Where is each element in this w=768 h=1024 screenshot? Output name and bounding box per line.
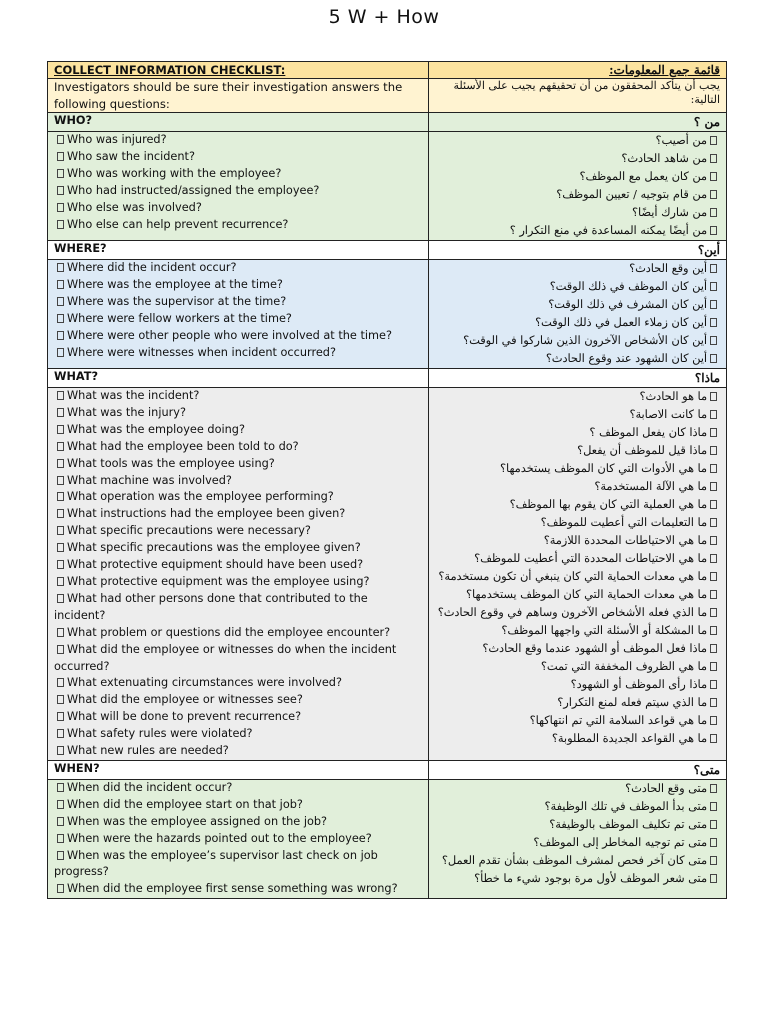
checklist-item-text: أين كان المشرف في ذلك الوقت؟ xyxy=(548,298,707,311)
section-heading-ar: من ؟ xyxy=(429,113,727,132)
checklist-item xyxy=(435,604,720,622)
checklist-item-text: ما المشكلة أو الأسئلة التي واجهها الموظف؟ xyxy=(501,624,707,637)
checklist-item-text: What extenuating circumstances were involved? xyxy=(67,676,342,690)
checklist-item-text: أين كان الموظف في ذلك الوقت؟ xyxy=(549,280,707,293)
checklist-item-text: ما هي معدات الحماية التي كان الموظف يستخدمها؟ xyxy=(466,588,707,601)
checklist-item xyxy=(54,439,422,456)
checklist-item-text: Where was the employee at the time? xyxy=(67,277,283,291)
checklist-item xyxy=(54,217,422,234)
checkbox-icon xyxy=(57,263,64,272)
checklist-title-ar: قائمة جمع المعلومات: xyxy=(429,62,727,79)
checklist-item xyxy=(54,328,422,345)
checklist-item-text: من كان يعمل مع الموظف؟ xyxy=(579,170,707,183)
checklist-item-text: What did the employee or witnesses see? xyxy=(67,693,303,707)
checklist-item xyxy=(54,506,422,523)
checklist-item-text: What safety rules were violated? xyxy=(67,727,253,741)
checklist-item xyxy=(54,797,422,814)
checkbox-icon xyxy=(710,820,717,829)
items-ar xyxy=(429,132,727,241)
items-en xyxy=(48,779,429,898)
checklist-item xyxy=(435,150,720,168)
checklist-item-text: What tools was the employee using? xyxy=(67,456,275,470)
checklist-header-row xyxy=(48,62,727,79)
checklist-item-text: What operation was the employee performing? xyxy=(67,490,334,504)
checkbox-icon xyxy=(57,577,64,586)
section-who xyxy=(48,113,727,241)
checklist-item-text: متى شعر الموظف لأول مرة بوجود شيء ما خطأ؟ xyxy=(474,871,707,885)
section-where xyxy=(48,241,727,369)
checkbox-icon xyxy=(57,594,64,603)
checkbox-icon xyxy=(57,645,64,654)
checklist-item-text: ماذا رأى الموظف أو الشهود؟ xyxy=(570,678,707,691)
checkbox-icon xyxy=(57,884,64,893)
checkbox-icon xyxy=(710,716,717,725)
section-items-row xyxy=(48,260,727,369)
checklist-item xyxy=(54,200,422,217)
checklist-item-text: متى تم توجيه المخاطر إلى الموظف؟ xyxy=(533,835,707,849)
checkbox-icon xyxy=(57,280,64,289)
checkbox-icon xyxy=(710,680,717,689)
checkbox-icon xyxy=(710,226,717,235)
checklist-item-text: ماذا قيل للموظف أن يفعل؟ xyxy=(577,444,707,457)
checklist-item xyxy=(54,814,422,831)
section-heading-ar: أين؟ xyxy=(429,241,727,260)
checkbox-icon xyxy=(710,300,717,309)
checklist-item-text: ما هي العملية التي كان يقوم بها الموظف؟ xyxy=(509,498,707,511)
checklist-item-text: متى وقع الحادث؟ xyxy=(625,781,707,795)
checkbox-icon xyxy=(710,874,717,883)
checklist-item-text: Where did the incident occur? xyxy=(67,261,237,274)
checklist-item xyxy=(54,780,422,797)
checkbox-icon xyxy=(57,678,64,687)
checklist-item-text: أين كان الشهود عند وقوع الحادث؟ xyxy=(545,352,707,365)
checklist-item xyxy=(435,870,720,888)
checklist-item xyxy=(54,726,422,743)
checklist-item xyxy=(54,591,422,625)
checkbox-icon xyxy=(57,834,64,843)
items-en xyxy=(48,388,429,761)
checklist-item-text: من قام بتوجيه / تعيين الموظف؟ xyxy=(556,188,707,201)
checklist-item xyxy=(54,422,422,439)
checklist-item xyxy=(54,692,422,709)
checkbox-icon xyxy=(710,536,717,545)
checklist-item xyxy=(54,675,422,692)
checkbox-icon xyxy=(710,410,717,419)
checklist-item-text: What machine was involved? xyxy=(67,473,232,487)
checklist-item xyxy=(54,311,422,328)
checkbox-icon xyxy=(57,509,64,518)
section-heading-en: WHO? xyxy=(48,113,429,132)
checklist-item-text: What specific precautions was the employee given? xyxy=(67,541,361,555)
checklist-item xyxy=(435,186,720,204)
checkbox-icon xyxy=(57,851,64,860)
checklist-item xyxy=(435,730,720,748)
section-heading-row xyxy=(48,241,727,260)
checklist-item xyxy=(435,532,720,550)
checklist-item-text: ما هي الاحتياطات المحددة اللازمة؟ xyxy=(543,534,707,547)
checklist-item xyxy=(435,816,720,834)
checklist-item xyxy=(435,478,720,496)
checklist-item xyxy=(54,540,422,557)
items-ar xyxy=(429,260,727,369)
items-ar xyxy=(429,779,727,898)
checklist-item xyxy=(54,388,422,405)
items-en xyxy=(48,260,429,369)
checklist-item-text: Who else can help prevent recurrence? xyxy=(67,217,289,231)
section-what xyxy=(48,369,727,761)
checklist-item xyxy=(435,296,720,314)
checklist-item-text: ما هي الظروف المخففة التي تمت؟ xyxy=(540,660,707,673)
checkbox-icon xyxy=(710,856,717,865)
checklist-item xyxy=(54,345,422,362)
checkbox-icon xyxy=(57,314,64,323)
checklist-item xyxy=(435,314,720,332)
checklist-item-text: ما التعليمات التي أعطيت للموظف؟ xyxy=(540,516,707,529)
checklist-item xyxy=(435,834,720,852)
checklist-item xyxy=(435,278,720,296)
checklist-item-text: What protective equipment should have been used? xyxy=(67,558,364,572)
checklist-item-text: What problem or questions did the employee encounter? xyxy=(67,625,391,639)
section-when xyxy=(48,760,727,898)
checklist-item-text: What instructions had the employee been given? xyxy=(67,507,346,521)
checklist-item-text: ماذا فعل الموظف أو الشهود عندما وقع الحادث؟ xyxy=(482,642,707,655)
checkbox-icon xyxy=(57,186,64,195)
checklist-item-text: أين كان زملاء العمل في ذلك الوقت؟ xyxy=(535,316,707,329)
checklist-item-text: من أصيب؟ xyxy=(655,134,707,147)
checklist-table xyxy=(47,61,727,899)
checkbox-icon xyxy=(57,712,64,721)
checkbox-icon xyxy=(710,482,717,491)
checkbox-icon xyxy=(710,136,717,145)
checklist-item xyxy=(435,694,720,712)
checkbox-icon xyxy=(57,560,64,569)
checklist-item xyxy=(435,852,720,870)
checklist-item xyxy=(54,473,422,490)
checklist-item xyxy=(435,586,720,604)
checklist-title-en: COLLECT INFORMATION CHECKLIST: xyxy=(48,62,429,79)
checklist-item xyxy=(435,550,720,568)
checklist-item-text: What was the injury? xyxy=(67,405,186,419)
checklist-item xyxy=(54,743,422,760)
checklist-item-text: What was the incident? xyxy=(67,389,200,402)
checkbox-icon xyxy=(57,459,64,468)
checkbox-icon xyxy=(710,264,717,273)
checkbox-icon xyxy=(710,354,717,363)
checkbox-icon xyxy=(710,464,717,473)
checklist-item xyxy=(435,168,720,186)
checkbox-icon xyxy=(710,590,717,599)
checkbox-icon xyxy=(57,817,64,826)
intro-en: Investigators should be sure their investigation answers the following questions: xyxy=(48,79,429,113)
checklist-item xyxy=(54,831,422,848)
section-heading-row xyxy=(48,760,727,779)
checklist-item-text: ما هي الاحتياطات المحددة التي أعطيت للموظف؟ xyxy=(474,552,707,565)
checklist-item xyxy=(435,424,720,442)
checklist-item-text: ما هي القواعد الجديدة المطلوبة؟ xyxy=(551,732,707,745)
checklist-item xyxy=(435,640,720,658)
checklist-item-text: What had the employee been told to do? xyxy=(67,439,299,453)
checklist-item xyxy=(435,260,720,278)
checklist-item-text: ما هي قواعد السلامة التي تم انتهاكها؟ xyxy=(529,714,707,727)
checkbox-icon xyxy=(710,608,717,617)
intro-ar: يجب أن يتأكد المحققون من أن تحقيقهم يجيب على الأسئلة التالية: xyxy=(429,79,727,113)
checklist-item-text: Who saw the incident? xyxy=(67,149,195,163)
checkbox-icon xyxy=(710,734,717,743)
checklist-item xyxy=(435,514,720,532)
checkbox-icon xyxy=(57,220,64,229)
checklist-item-text: ما هي الآلة المستخدمة؟ xyxy=(594,480,707,493)
checklist-item-text: What protective equipment was the employee using? xyxy=(67,574,370,588)
checklist-item xyxy=(54,166,422,183)
checklist-item xyxy=(435,388,720,406)
checklist-item xyxy=(54,557,422,574)
checkbox-icon xyxy=(710,190,717,199)
table-header xyxy=(48,62,727,113)
checklist-item-text: ما الذي فعله الأشخاص الآخرون وساهم في وقوع الحادث؟ xyxy=(437,606,707,619)
checklist-item-text: When was the employee assigned on the job? xyxy=(67,814,328,828)
checkbox-icon xyxy=(57,442,64,451)
checklist-item xyxy=(435,780,720,798)
checkbox-icon xyxy=(57,783,64,792)
section-heading-ar: متى؟ xyxy=(429,760,727,779)
checklist-item-text: Who else was involved? xyxy=(67,200,202,214)
checkbox-icon xyxy=(57,492,64,501)
checkbox-icon xyxy=(710,500,717,509)
checklist-item xyxy=(435,676,720,694)
checkbox-icon xyxy=(57,169,64,178)
checklist-item xyxy=(54,149,422,166)
checklist-item-text: من شاهد الحادث؟ xyxy=(621,152,707,165)
checklist-item-text: ما كانت الاصابة؟ xyxy=(629,408,707,421)
checklist-item xyxy=(54,709,422,726)
checkbox-icon xyxy=(710,208,717,217)
checklist-item-text: ما هي الأدوات التي كان الموظف يستخدمها؟ xyxy=(500,462,707,475)
checklist-item-text: متى بدأ الموظف في تلك الوظيفة؟ xyxy=(544,799,707,813)
section-heading-ar: ماذا؟ xyxy=(429,369,727,388)
checklist-item-text: ماذا كان يفعل الموظف ؟ xyxy=(589,426,707,439)
checkbox-icon xyxy=(57,135,64,144)
checkbox-icon xyxy=(57,476,64,485)
checkbox-icon xyxy=(710,428,717,437)
checklist-item xyxy=(54,489,422,506)
checkbox-icon xyxy=(710,336,717,345)
checklist-item xyxy=(54,405,422,422)
checklist-item-text: Where were witnesses when incident occurred? xyxy=(67,345,336,359)
checklist-item-text: ما هو الحادث؟ xyxy=(639,390,707,403)
checklist-item xyxy=(435,442,720,460)
checklist-item-text: من شارك أيضًا؟ xyxy=(631,206,707,219)
checkbox-icon xyxy=(57,152,64,161)
section-heading-row xyxy=(48,113,727,132)
checkbox-icon xyxy=(710,446,717,455)
checkbox-icon xyxy=(710,662,717,671)
checklist-item-text: Who had instructed/assigned the employee? xyxy=(67,183,320,197)
checkbox-icon xyxy=(710,518,717,527)
intro-row xyxy=(48,79,727,113)
checkbox-icon xyxy=(710,392,717,401)
checklist-item-text: What did the employee or witnesses do when the incident occurred? xyxy=(54,642,397,673)
checkbox-icon xyxy=(710,572,717,581)
checkbox-icon xyxy=(57,729,64,738)
checklist-item-text: When was the employee’s supervisor last check on job progress? xyxy=(54,848,378,879)
checkbox-icon xyxy=(710,626,717,635)
checklist-item-text: أين وقع الحادث؟ xyxy=(629,262,707,275)
checklist-item xyxy=(54,523,422,540)
section-heading-en: WHEN? xyxy=(48,760,429,779)
checklist-item-text: Who was working with the employee? xyxy=(67,166,282,180)
checklist-item-text: When were the hazards pointed out to the employee? xyxy=(67,831,372,845)
checkbox-icon xyxy=(57,203,64,212)
section-heading-row xyxy=(48,369,727,388)
checklist-item xyxy=(435,406,720,424)
checkbox-icon xyxy=(57,408,64,417)
checklist-item xyxy=(435,460,720,478)
checklist-item-text: What was the employee doing? xyxy=(67,422,245,436)
checklist-item-text: متى كان آخر فحص لمشرف الموظف بشأن تقدم العمل؟ xyxy=(441,853,707,867)
checkbox-icon xyxy=(57,425,64,434)
checklist-item-text: When did the incident occur? xyxy=(67,780,233,794)
checkbox-icon xyxy=(57,297,64,306)
checklist-item xyxy=(435,798,720,816)
page-title: 5 W + How xyxy=(328,6,440,28)
checkbox-icon xyxy=(710,838,717,847)
checkbox-icon xyxy=(57,543,64,552)
checkbox-icon xyxy=(710,554,717,563)
checkbox-icon xyxy=(710,698,717,707)
checklist-item-text: Who was injured? xyxy=(67,133,167,146)
checklist-item xyxy=(54,881,422,898)
checkbox-icon xyxy=(57,348,64,357)
checklist-item-text: When did the employee first sense something was wrong? xyxy=(67,882,398,896)
checklist-item-text: ما الذي سيتم فعله لمنع التكرار؟ xyxy=(557,696,707,709)
checklist-item xyxy=(435,712,720,730)
checklist-item xyxy=(54,625,422,642)
checklist-item xyxy=(54,642,422,676)
checkbox-icon xyxy=(57,746,64,755)
checkbox-icon xyxy=(710,784,717,793)
checklist-item-text: When did the employee start on that job? xyxy=(67,797,303,811)
checklist-item-text: أين كان الأشخاص الآخرون الذين شاركوا في الوقت؟ xyxy=(463,334,707,347)
checklist-item xyxy=(435,222,720,240)
checklist-item xyxy=(435,622,720,640)
checklist-item-text: What specific precautions were necessary? xyxy=(67,524,311,538)
checkbox-icon xyxy=(710,172,717,181)
checkbox-icon xyxy=(57,800,64,809)
section-heading-en: WHAT? xyxy=(48,369,429,388)
checkbox-icon xyxy=(710,282,717,291)
section-items-row xyxy=(48,779,727,898)
checklist-item xyxy=(435,496,720,514)
section-heading-en: WHERE? xyxy=(48,241,429,260)
checklist-item xyxy=(54,183,422,200)
checklist-item-text: What will be done to prevent recurrence? xyxy=(67,710,302,724)
checklist-item xyxy=(54,294,422,311)
checklist-item xyxy=(435,332,720,350)
checkbox-icon xyxy=(57,391,64,400)
checkbox-icon xyxy=(710,318,717,327)
checklist-item xyxy=(54,277,422,294)
checklist-item xyxy=(54,574,422,591)
checklist-item-text: Where was the supervisor at the time? xyxy=(67,294,287,308)
items-en xyxy=(48,132,429,241)
items-ar xyxy=(429,388,727,761)
checklist-item-text: ما هي معدات الحماية التي كان ينبغي أن تكون مستخدمة؟ xyxy=(438,570,707,583)
checkbox-icon xyxy=(57,331,64,340)
checklist-item-text: What had other persons done that contributed to the incident? xyxy=(54,591,368,622)
checklist-item xyxy=(54,132,422,149)
checklist-item-text: من أيضًا يمكنه المساعدة في منع التكرار ؟ xyxy=(509,224,707,237)
checkbox-icon xyxy=(710,154,717,163)
checklist-item xyxy=(435,658,720,676)
checkbox-icon xyxy=(57,628,64,637)
checklist-item xyxy=(435,204,720,222)
checklist-item-text: متى تم تكليف الموظف بالوظيفة؟ xyxy=(549,817,707,831)
checklist-item-text: What new rules are needed? xyxy=(67,744,229,758)
checkbox-icon xyxy=(57,695,64,704)
checklist-item xyxy=(54,848,422,882)
checklist-item xyxy=(435,350,720,368)
checklist-item xyxy=(54,456,422,473)
checklist-item xyxy=(54,260,422,277)
section-items-row xyxy=(48,388,727,761)
checkbox-icon xyxy=(710,644,717,653)
checklist-item xyxy=(435,568,720,586)
section-items-row xyxy=(48,132,727,241)
checkbox-icon xyxy=(710,802,717,811)
checklist-item-text: Where were other people who were involved at the time? xyxy=(67,328,392,342)
checklist-item-text: Where were fellow workers at the time? xyxy=(67,311,292,325)
checklist-item xyxy=(435,132,720,150)
checkbox-icon xyxy=(57,526,64,535)
